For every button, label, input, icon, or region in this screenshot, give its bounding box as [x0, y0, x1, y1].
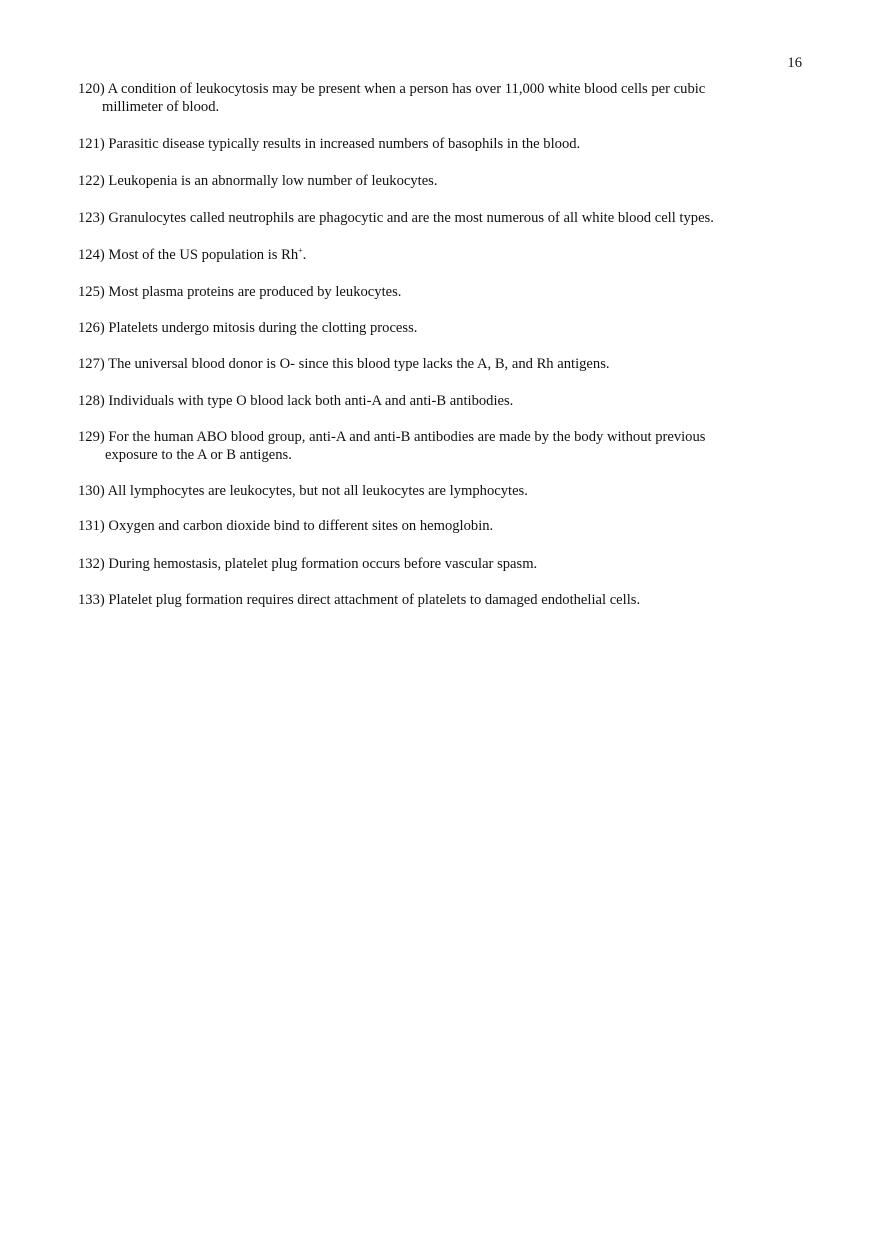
question-131 — [78, 517, 778, 535]
question-line — [78, 135, 778, 153]
question-122 — [78, 172, 778, 190]
question-number: 133) — [78, 592, 105, 608]
question-line — [78, 80, 778, 98]
question-number: 121) — [78, 136, 105, 152]
question-124 — [78, 246, 778, 264]
question-text: Most plasma proteins are produced by leukocytes. — [108, 284, 402, 300]
question-number: 127) — [78, 356, 105, 372]
question-text: All lymphocytes are leukocytes, but not all leukocytes are lymphocytes. — [107, 483, 528, 499]
question-text: During hemostasis, platelet plug formation occurs before vascular spasm. — [108, 556, 538, 572]
question-127 — [78, 355, 778, 373]
rh-superscript: + — [298, 246, 303, 256]
question-128 — [78, 392, 778, 410]
question-130 — [78, 482, 778, 500]
question-text: Most of the US population is Rh — [108, 247, 299, 263]
question-line — [78, 482, 778, 500]
question-line — [78, 246, 778, 264]
question-continuation: exposure to the A or B antigens. — [105, 447, 292, 463]
question-line — [78, 319, 778, 337]
question-number: 124) — [78, 247, 105, 263]
question-129 — [78, 428, 778, 464]
question-number: 122) — [78, 173, 105, 189]
question-text: A condition of leukocytosis may be present when a person has over 11,000 white blood cells per cubic — [107, 81, 706, 97]
question-132 — [78, 555, 778, 573]
question-120 — [78, 80, 778, 116]
question-line — [78, 172, 778, 190]
question-number: 120) — [78, 81, 105, 97]
question-list — [78, 80, 778, 609]
question-line — [78, 517, 778, 535]
question-text-end: . — [302, 247, 307, 263]
question-number: 131) — [78, 518, 105, 534]
question-text: For the human ABO blood group, anti-A and anti-B antibodies are made by the body without previous — [108, 429, 706, 445]
question-number: 129) — [78, 429, 105, 445]
question-number: 123) — [78, 210, 105, 226]
question-line — [78, 428, 778, 446]
question-text: Oxygen and carbon dioxide bind to different sites on hemoglobin. — [108, 518, 494, 534]
question-text: Parasitic disease typically results in increased numbers of basophils in the blood. — [108, 136, 581, 152]
question-133 — [78, 591, 778, 609]
question-line — [78, 392, 778, 410]
question-number: 130) — [78, 483, 105, 499]
question-number: 132) — [78, 556, 105, 572]
question-number: 125) — [78, 284, 105, 300]
question-text: Individuals with type O blood lack both anti-A and anti-B antibodies. — [108, 393, 514, 409]
question-126 — [78, 319, 778, 337]
question-line — [78, 209, 778, 227]
question-text: Platelets undergo mitosis during the clotting process. — [108, 320, 418, 336]
question-123 — [78, 209, 778, 227]
page-number: 16 — [787, 55, 802, 71]
question-line — [78, 555, 778, 573]
question-line — [78, 591, 778, 609]
question-text: Leukopenia is an abnormally low number of leukocytes. — [108, 173, 438, 189]
question-number: 126) — [78, 320, 105, 336]
question-continuation: millimeter of blood. — [102, 99, 220, 115]
question-line — [78, 283, 778, 301]
question-125 — [78, 283, 778, 301]
question-121 — [78, 135, 778, 153]
question-line — [78, 355, 778, 373]
question-text: The universal blood donor is O- since this blood type lacks the A, B, and Rh antigens. — [108, 356, 610, 372]
question-number: 128) — [78, 393, 105, 409]
question-text: Platelet plug formation requires direct attachment of platelets to damaged endothelial cells. — [108, 592, 641, 608]
question-text: Granulocytes called neutrophils are phagocytic and are the most numerous of all white blood cell types. — [108, 210, 714, 226]
